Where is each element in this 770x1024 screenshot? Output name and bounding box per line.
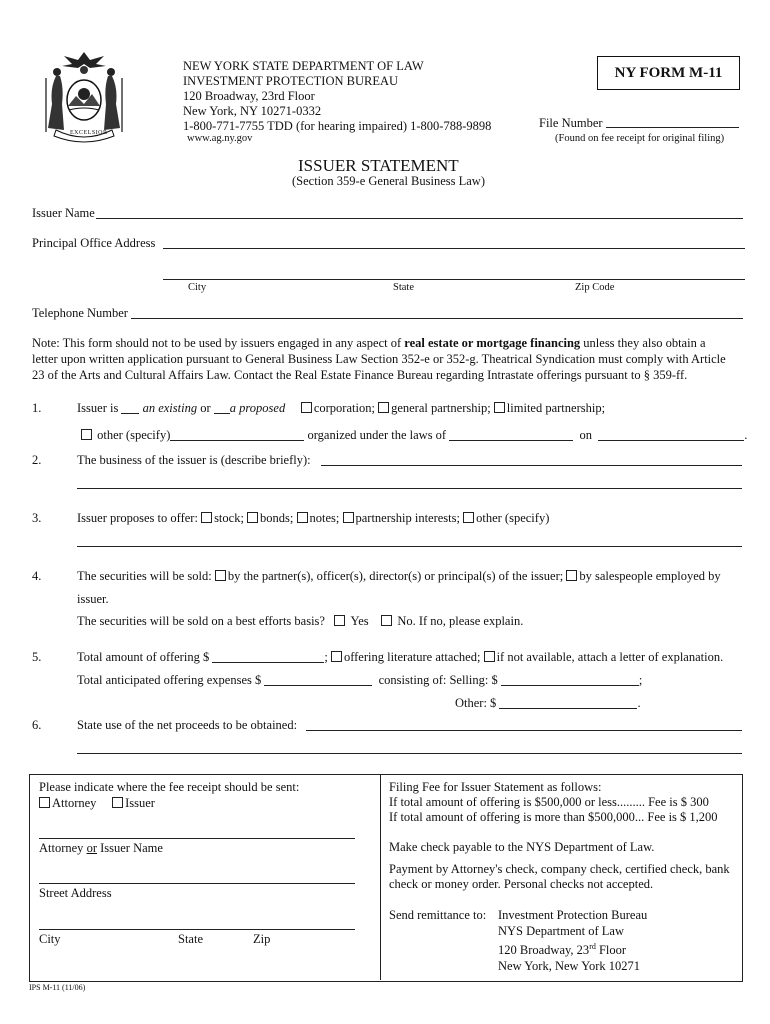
q1-on: on — [579, 428, 592, 442]
agency-header — [183, 59, 491, 134]
fee-issuer: Issuer — [125, 796, 155, 810]
attorney-issuer-name-label — [39, 841, 163, 856]
attorney-issuer-name-field[interactable] — [39, 838, 355, 839]
organized-date-field[interactable] — [598, 428, 744, 441]
q5-number: 5. — [32, 650, 42, 664]
header-line-dept: NEW YORK STATE DEPARTMENT OF LAW — [183, 59, 424, 73]
corporation-checkbox[interactable] — [301, 402, 312, 413]
other-expenses-field[interactable] — [499, 696, 637, 709]
fee-name-pre: Attorney — [39, 841, 87, 855]
q5-semicolon: ; — [324, 650, 328, 664]
zip-caption: Zip Code — [575, 282, 615, 293]
q4-by-partners: by the partner(s), officer(s), director(s) or principal(s) of the issuer; — [227, 569, 564, 583]
proceeds-use-field[interactable] — [306, 730, 742, 731]
q3-bonds: bonds; — [260, 511, 294, 525]
note-line-3: 23 of the Arts and Cultural Affairs Law. Contact the Real Estate Finance Bureau regarding Intrastate offerings pursuant to § 359-ff. — [32, 368, 688, 382]
telephone-label: Telephone Number — [32, 306, 128, 320]
fee-attorney: Attorney — [52, 796, 97, 810]
principal-office-label: Principal Office Address — [32, 236, 156, 250]
issuer-name-field[interactable] — [96, 218, 743, 219]
seal-motto: EXCELSIOR — [70, 130, 108, 136]
form-badge: NY FORM M-11 — [597, 56, 740, 90]
website: www.ag.ny.gov — [187, 133, 253, 144]
stock-checkbox[interactable] — [201, 512, 212, 523]
q5-row-1 — [77, 650, 723, 665]
note-line-2: letter upon written application pursuant to General Business Law Section 352-e or 352-g. Theatrical Syndication must comply with Article — [32, 352, 726, 366]
q6-number: 6. — [32, 718, 42, 732]
q3-number: 3. — [32, 511, 42, 525]
q1-existing: an existing — [142, 401, 198, 415]
state-seal — [34, 48, 134, 146]
remittance-address — [498, 908, 647, 974]
business-description-line-2[interactable] — [77, 488, 742, 489]
q5-other: Other: $ — [455, 696, 497, 710]
filing-fee-tier-1: If total amount of offering is $500,000 or less......... Fee is $ 300 — [389, 795, 709, 809]
header-line-phone: 1-800-771-7755 TDD (for hearing impaired) 1-800-788-9898 — [183, 119, 492, 133]
header-line-bureau: INVESTMENT PROTECTION BUREAU — [183, 74, 399, 88]
q6-text: State use of the net proceeds to be obtained: — [77, 718, 298, 732]
laws-of-field[interactable] — [449, 428, 573, 441]
other-security-field[interactable] — [77, 546, 742, 547]
literature-unavailable-checkbox[interactable] — [484, 651, 495, 662]
q5-row-2 — [77, 673, 642, 688]
fee-receipt-instruction: Please indicate where the fee receipt should be sent: — [39, 780, 300, 794]
best-efforts-no-checkbox[interactable] — [381, 615, 392, 626]
best-efforts-yes-checkbox[interactable] — [334, 615, 345, 626]
note-line-1 — [32, 336, 706, 351]
attorney-checkbox[interactable] — [39, 797, 50, 808]
form-footer-code: IPS M-11 (11/06) — [29, 983, 86, 992]
q4-by-sales: by salespeople employed by — [579, 569, 721, 583]
selling-expenses-field[interactable] — [501, 673, 639, 686]
q3-row — [77, 511, 549, 526]
q1-general-partnership: general partnership; — [391, 401, 491, 415]
q1-number: 1. — [32, 401, 42, 415]
q1-period: . — [744, 428, 748, 442]
q4-row-1 — [77, 569, 721, 584]
remit-line-1: Investment Protection Bureau — [498, 908, 648, 922]
remit-line-4: New York, New York 10271 — [498, 958, 641, 973]
fee-name-or: or — [86, 841, 97, 855]
q4-no: No. If no, please explain. — [397, 614, 524, 628]
q1-row-2 — [81, 428, 747, 443]
q5-expenses: Total anticipated offering expenses $ — [77, 673, 262, 687]
q4-yes: Yes — [350, 614, 369, 628]
q5-row-3 — [455, 696, 641, 711]
q5-period: . — [637, 696, 641, 710]
filing-fee-tier-2: If total amount of offering is more than $500,000... Fee is $ 1,200 — [389, 810, 718, 824]
filing-fee-heading: Filing Fee for Issuer Statement as follows: — [389, 780, 602, 794]
total-offering-field[interactable] — [212, 650, 324, 663]
literature-attached-checkbox[interactable] — [331, 651, 342, 662]
telephone-field[interactable] — [131, 318, 743, 319]
note-suffix: unless they also obtain a — [580, 336, 706, 350]
q1-corporation: corporation; — [313, 401, 375, 415]
offering-expenses-field[interactable] — [264, 673, 372, 686]
q3-other: other (specify) — [476, 511, 550, 525]
fee-box-divider — [380, 774, 381, 980]
q4-row-3 — [77, 614, 523, 629]
q1-or: or — [200, 401, 211, 415]
existing-blank[interactable] — [121, 401, 139, 414]
page-subtitle: (Section 359-e General Business Law) — [292, 174, 485, 188]
remit-line-3-pre: 120 Broadway, 23 — [498, 943, 590, 958]
remit-line-3 — [498, 939, 647, 959]
sold-by-salespeople-checkbox[interactable] — [566, 570, 577, 581]
street-address-label: Street Address — [39, 886, 112, 900]
q2-text: The business of the issuer is (describe briefly): — [77, 453, 311, 467]
issuer-checkbox[interactable] — [112, 797, 123, 808]
fee-receipt-options — [39, 796, 155, 811]
note-prefix: Note: This form should not to be used by issuers engaged in any aspect of — [32, 336, 405, 350]
remit-line-3-post: Floor — [595, 943, 627, 958]
fee-city-label: City — [39, 932, 61, 946]
note-bold: real estate or mortgage financing — [404, 336, 581, 350]
q5-consisting: consisting of: Selling: $ — [378, 673, 498, 687]
city-state-zip-line[interactable] — [39, 929, 355, 930]
proposed-blank[interactable] — [214, 401, 230, 414]
city-caption: City — [188, 282, 207, 293]
limited-partnership-checkbox[interactable] — [494, 402, 505, 413]
q1-proposed: a proposed — [229, 401, 286, 415]
q3-stock: stock; — [214, 511, 244, 525]
state-caption: State — [393, 282, 414, 293]
fee-zip-label: Zip — [253, 932, 271, 946]
payment-methods-line-2: check or money order. Personal checks not accepted. — [389, 877, 654, 891]
header-line-street: 120 Broadway, 23rd Floor — [183, 89, 315, 103]
fee-state-label: State — [178, 932, 203, 946]
business-description-field[interactable] — [321, 465, 742, 466]
check-payable-note: Make check payable to the NYS Department of Law. — [389, 840, 655, 854]
file-number-note: (Found on fee receipt for original filing) — [555, 133, 725, 144]
payment-methods-line-1: Payment by Attorney's check, company check, certified check, bank — [389, 862, 730, 876]
q2-number: 2. — [32, 453, 42, 467]
street-address-field[interactable] — [39, 883, 355, 884]
q1-limited-partnership: limited partnership; — [506, 401, 606, 415]
q4-number: 4. — [32, 569, 42, 583]
other-entity-field[interactable] — [170, 428, 304, 441]
q3-text: Issuer proposes to offer: — [77, 511, 198, 525]
remit-line-3-sup: rd — [589, 942, 596, 951]
q5-literature: offering literature attached; — [343, 650, 481, 664]
q1-issuer-is: Issuer is — [77, 401, 119, 415]
file-number-field[interactable] — [606, 127, 739, 128]
q4-best-efforts: The securities will be sold on a best efforts basis? — [77, 614, 325, 628]
issuer-name-label: Issuer Name — [32, 206, 95, 220]
q1-organized: organized under the laws of — [307, 428, 447, 442]
q3-partnership: partnership interests; — [355, 511, 460, 525]
general-partnership-checkbox[interactable] — [378, 402, 389, 413]
notes-checkbox[interactable] — [297, 512, 308, 523]
page-title: ISSUER STATEMENT — [298, 156, 459, 175]
principal-office-field[interactable] — [163, 248, 745, 249]
other-entity-checkbox[interactable] — [81, 429, 92, 440]
remittance-label: Send remittance to: — [389, 908, 487, 922]
q4-text: The securities will be sold: — [77, 569, 212, 583]
q1-other-specify: other (specify) — [97, 428, 171, 442]
q4-issuer: issuer. — [77, 592, 109, 606]
fee-name-post: Issuer Name — [96, 841, 163, 855]
sold-by-principals-checkbox[interactable] — [215, 570, 226, 581]
other-security-checkbox[interactable] — [463, 512, 474, 523]
q3-notes: notes; — [309, 511, 340, 525]
q1-row-1 — [77, 401, 605, 416]
header-line-city: New York, NY 10271-0332 — [183, 104, 322, 118]
city-state-zip-field[interactable] — [163, 279, 745, 280]
partnership-interests-checkbox[interactable] — [343, 512, 354, 523]
proceeds-use-line-2[interactable] — [77, 753, 742, 754]
q5-total: Total amount of offering $ — [77, 650, 210, 664]
bonds-checkbox[interactable] — [247, 512, 258, 523]
file-number-label: File Number — [539, 116, 603, 130]
q5-selling-semicolon: ; — [638, 673, 643, 687]
remit-line-2: NYS Department of Law — [498, 923, 625, 938]
q5-not-available: if not available, attach a letter of explanation. — [496, 650, 724, 664]
